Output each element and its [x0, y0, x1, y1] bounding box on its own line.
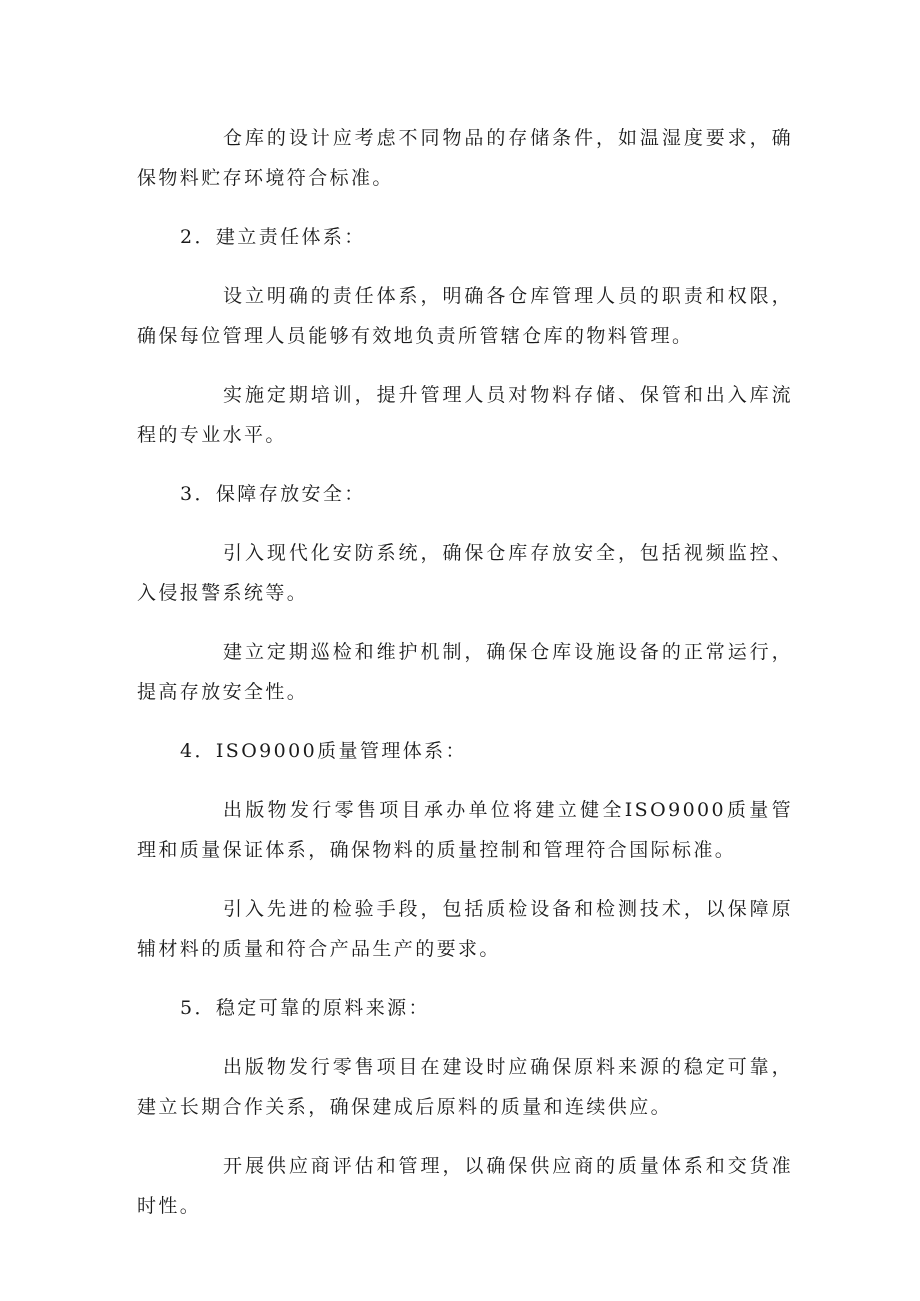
paragraph-inspection: 建立定期巡检和维护机制，确保仓库设施设备的正常运行，提高存放安全性。 [137, 641, 793, 703]
heading-iso9000: 4．ISO9000质量管理体系： [180, 740, 467, 762]
paragraph-supplier-evaluation: 开展供应商评估和管理，以确保供应商的质量体系和交货准时性。 [137, 1155, 793, 1217]
paragraph-inspection-methods: 引入先进的检验手段，包括质检设备和检测技术，以保障原辅材料的质量和符合产品生产的要求。 [137, 898, 793, 960]
paragraph-storage-conditions: 仓库的设计应考虑不同物品的存储条件，如温湿度要求，确保物料贮存环境符合标准。 [137, 127, 793, 189]
heading-raw-material-source: 5．稳定可靠的原料来源： [180, 997, 430, 1019]
paragraph-quality-system: 出版物发行零售项目承办单位将建立健全ISO9000质量管理和质量保证体系，确保物料的质量控制和管理符合国际标准。 [137, 799, 793, 861]
heading-responsibility-system: 2．建立责任体系： [180, 226, 366, 248]
paragraph-training: 实施定期培训，提升管理人员对物料存储、保管和出入库流程的专业水平。 [137, 384, 793, 446]
document-body [137, 118, 793, 1245]
heading-storage-safety: 3．保障存放安全： [180, 483, 366, 505]
paragraph-responsibility-duties: 设立明确的责任体系，明确各仓库管理人员的职责和权限，确保每位管理人员能够有效地负责所管辖仓库的物料管理。 [137, 285, 793, 347]
paragraph-raw-material-stability: 出版物发行零售项目在建设时应确保原料来源的稳定可靠，建立长期合作关系，确保建成后原料的质量和连续供应。 [137, 1056, 793, 1118]
paragraph-security-system: 引入现代化安防系统，确保仓库存放安全，包括视频监控、入侵报警系统等。 [137, 542, 793, 604]
